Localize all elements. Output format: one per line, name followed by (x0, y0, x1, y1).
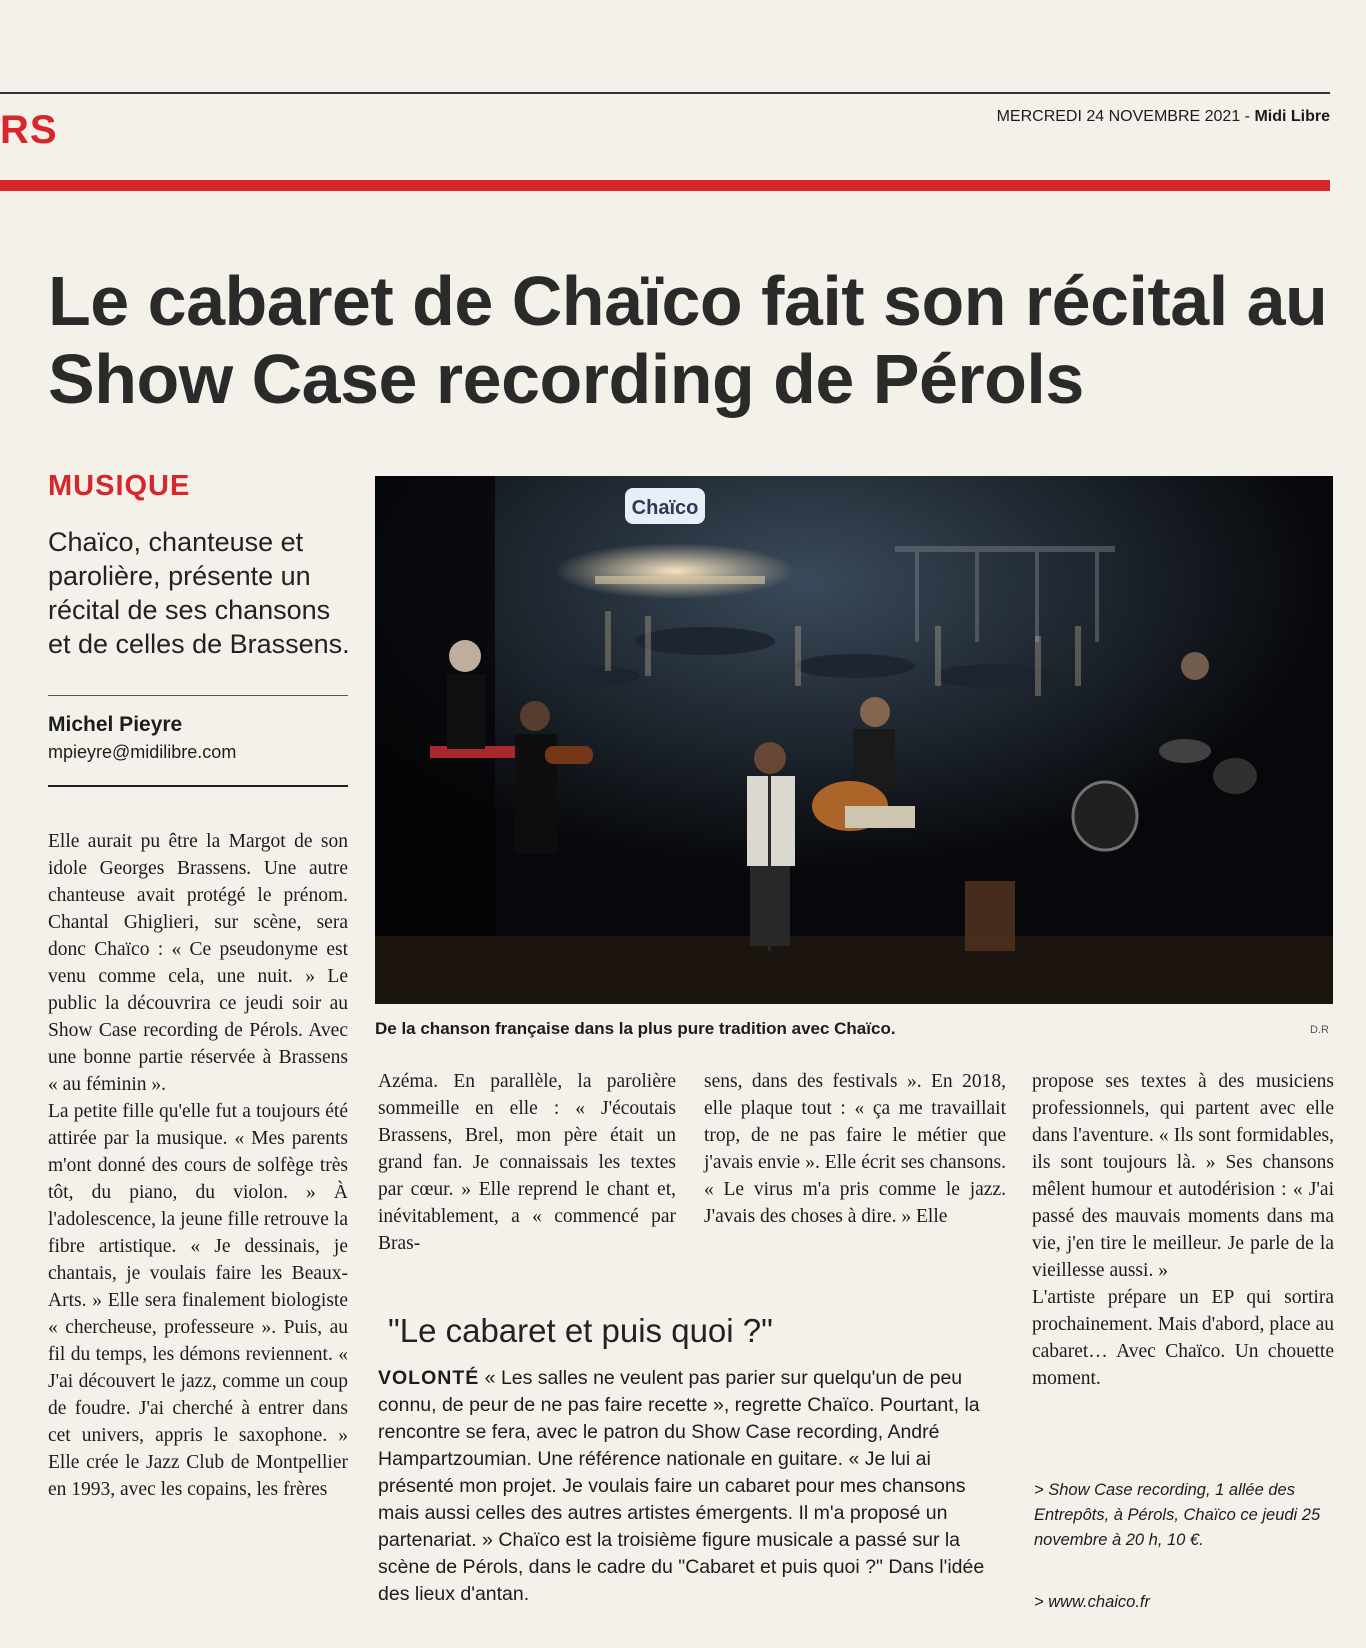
section-tag: RS (0, 108, 58, 152)
headline: Le cabaret de Chaïco fait son récital au Show Case recording de Pérols (48, 262, 1328, 418)
author-email: mpieyre@midilibre.com (48, 742, 237, 762)
concert-photo (375, 476, 1333, 1004)
body-paragraph: Azéma. En parallèle, la parolière sommeille en elle : « J'écoutais Brassens, Brel, mon père était un grand fan. Je connaissais les textes par cœur. » Elle reprend le chant et, inévitablement, a « commencé par Bras- (378, 1071, 676, 1254)
body-paragraph: L'artiste prépare un EP qui sortira prochainement. Mais d'abord, place au cabaret… Avec Chaïco. Un chouette moment. (1032, 1287, 1334, 1389)
sidebar-box-title: "Le cabaret et puis quoi ?" (388, 1312, 773, 1349)
byline-bottom-rule (48, 785, 348, 787)
article-column-3 (704, 1068, 1006, 1230)
dateline (997, 108, 1330, 126)
photo-credit: D.R (1310, 1024, 1329, 1036)
practical-info: > Show Case recording, 1 allée des Entrepôts, à Pérols, Chaïco ce jeudi 25 novembre à 20 h, 10 €. (1034, 1481, 1321, 1549)
sidebar-box-text: « Les salles ne veulent pas parier sur quelqu'un de peu connu, de peur de ne pas faire recette », regrette Chaïco. Pourtant, la rencontre se fera, avec le patron du Show Case recording, André Hampartzoumian. Une référence nationale en guitare. « Je lui ai présenté mon projet. Je voulais faire un cabaret pour mes chansons mais aussi celles des autres artistes émergents. Il m'a proposé un partenariat. » Chaïco est la troisième figure musicale a passé sur la scène de Pérols, dans le cadre du "Cabaret et puis quoi ?" Dans l'idée des lieux d'antan. (378, 1367, 985, 1605)
article-column-1 (48, 828, 348, 1503)
sidebar-box-body (378, 1365, 1003, 1608)
date: MERCREDI 24 NOVEMBRE 2021 (996, 108, 1241, 125)
section-red-bar (0, 180, 1330, 191)
article-column-2 (378, 1068, 676, 1257)
body-paragraph: sens, dans des festivals ». En 2018, elle plaque tout : « ça me travaillait trop, de ne pas faire le métier que j'avais envie ». Elle écrit ses chansons. « Le virus m'a pris comme le jazz. J'avais des choses à dire. » Elle (704, 1071, 1006, 1227)
article-column-4 (1032, 1068, 1334, 1392)
date-separator: - (1240, 108, 1255, 125)
body-paragraph: propose ses textes à des musiciens professionnels, qui partent avec elle dans l'aventure. « Ils sont formidables, ils sont toujours là. » Ses chansons mêlent humour et autodérision : « J'ai passé des mauvais moments dans ma vie, j'en tire le meilleur. Je parle de la vieillesse aussi. » (1032, 1071, 1334, 1281)
top-rule (0, 92, 1330, 94)
photo-stage-sign: Chaïco (631, 497, 699, 519)
chapo: Chaïco, chanteuse et parolière, présente un récital de ses chansons et de celles de Brassens. (48, 527, 350, 659)
kicker: MUSIQUE (48, 470, 191, 502)
paper-name: Midi Libre (1254, 108, 1330, 125)
photo-caption: De la chanson française dans la plus pure tradition avec Chaïco. (375, 1019, 896, 1038)
sidebar-box-lead: VOLONTÉ (378, 1367, 480, 1389)
website-link[interactable]: > www.chaico.fr (1034, 1593, 1150, 1611)
body-paragraph: Elle aurait pu être la Margot de son idole Georges Brassens. Une autre chanteuse avait protégé le prénom. Chantal Ghiglieri, sur scène, sera donc Chaïco : « Ce pseudonyme est venu comme cela, une nuit. » Le public la découvrira ce jeudi soir au Show Case recording de Pérols. Avec une bonne partie réservée à Brassens « au féminin ». (48, 831, 348, 1095)
concert-photo-illustration (375, 476, 1333, 1004)
author-name: Michel Pieyre (48, 713, 183, 736)
body-paragraph: La petite fille qu'elle fut a toujours été attirée par la musique. « Mes parents m'ont donné des cours de solfège très tôt, du piano, du violon. » À l'adolescence, la jeune fille retrouve la fibre artistique. « Je dessinais, je chantais, je voulais faire les Beaux-Arts. » Elle sera finalement biologiste « chercheuse, professeure ». Puis, au fil du temps, les démons reviennent. « J'ai découvert le jazz, comme un coup de foudre. J'ai cherché à entrer dans cet univers, appris le saxophone. » Elle crée le Jazz Club de Montpellier en 1993, avec les copains, les frères (48, 1101, 348, 1500)
byline-rule (48, 695, 348, 696)
